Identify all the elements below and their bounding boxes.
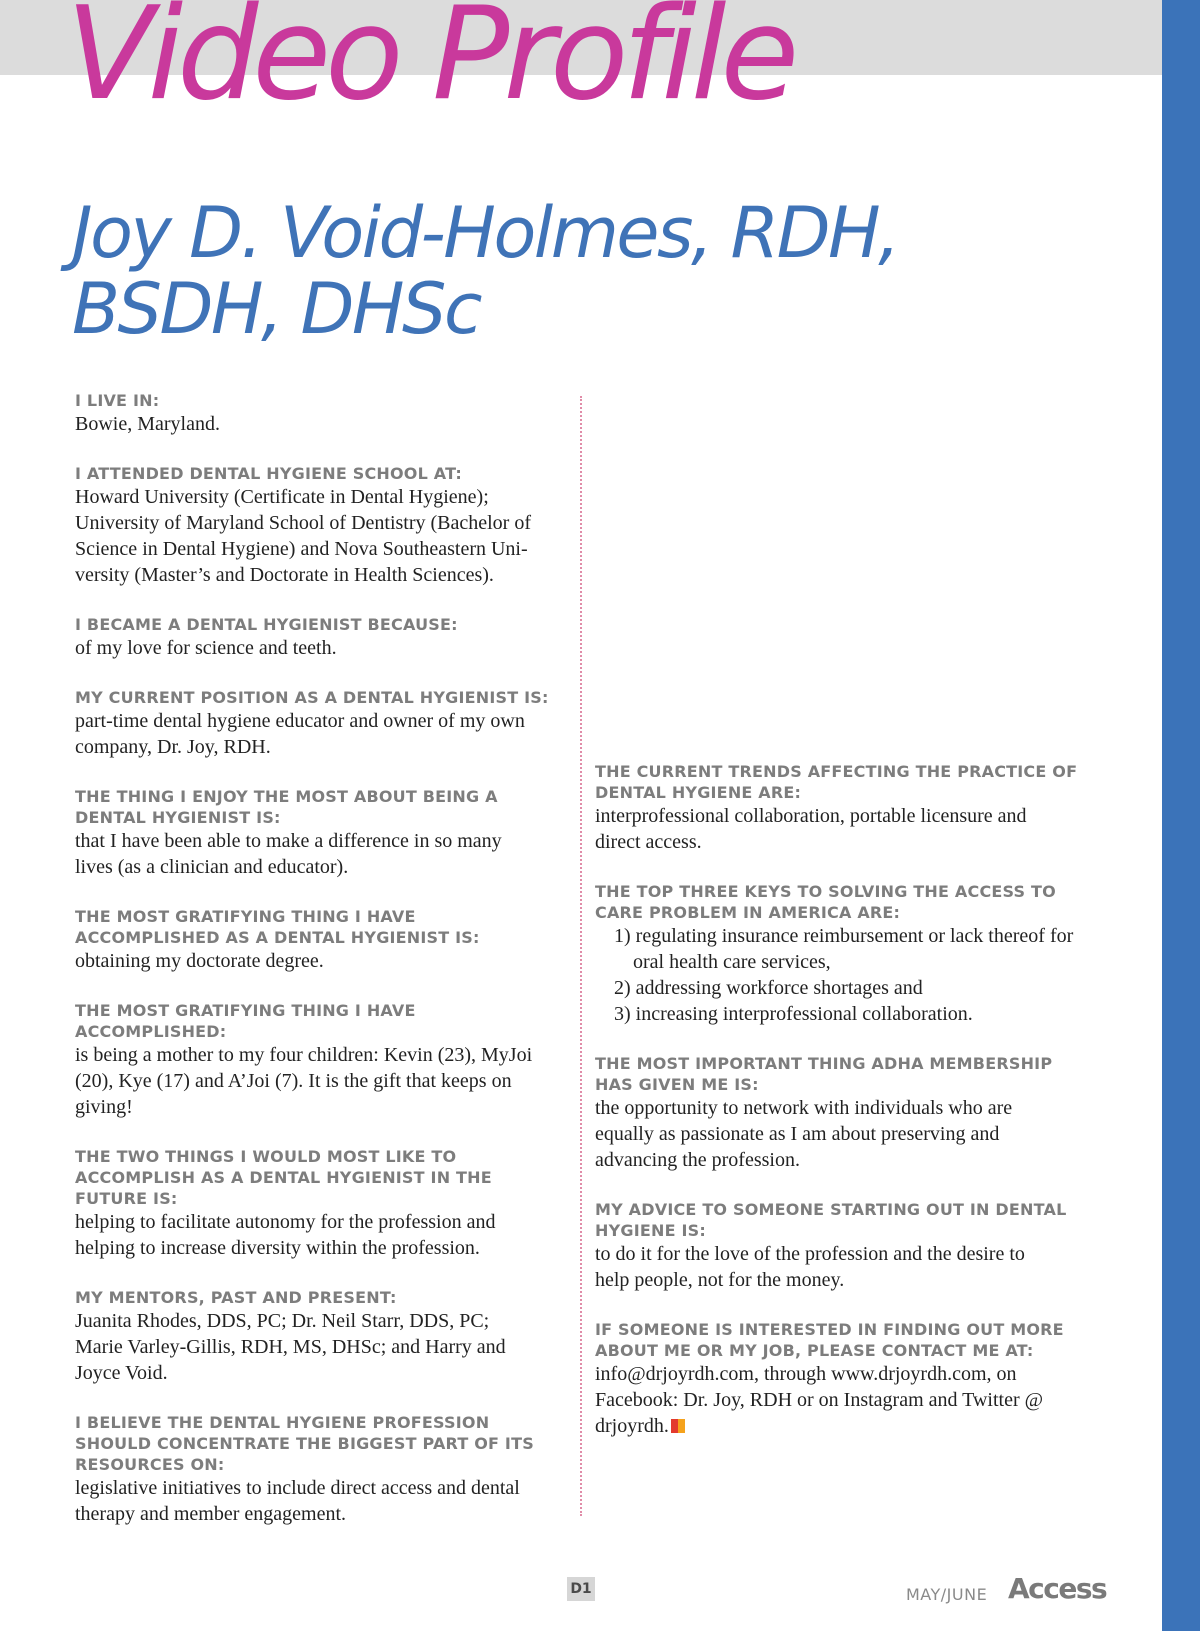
list-item: 3) increasing interprofessional collaboration. — [614, 1003, 973, 1025]
question-label: THE CURRENT TRENDS AFFECTING THE PRACTICE OF DENTAL HYGIENE ARE: — [595, 762, 1078, 802]
qa-resources — [75, 1412, 565, 1527]
contact-answer: info@drjoyrdh.com, through www.drjoyrdh.com, on Facebook: Dr. Joy, RDH or on Instagram and Twitter @ drjoyrdh. — [595, 1363, 1044, 1437]
question-label: I LIVE IN: — [75, 391, 160, 410]
answer-text: Howard University (Certificate in Dental Hygiene); University of Maryland School of Dentistry (Bachelor of Science in Dental Hygiene) and Nova Southeastern Uni- versity (Master’s and Doctorate in Health Sciences). — [75, 486, 532, 586]
answer-text: legislative initiatives to include direct access and dental therapy and member engagement. — [75, 1477, 520, 1525]
answer-text: Juanita Rhodes, DDS, PC; Dr. Neil Starr, DDS, PC; Marie Varley-Gillis, RDH, MS, DHSc; and Harry and Joyce Void. — [75, 1310, 506, 1384]
question-label: THE MOST GRATIFYING THING I HAVE ACCOMPLISHED: — [75, 1001, 416, 1041]
answer-text: helping to facilitate autonomy for the profession and helping to increase diversity within the profession. — [75, 1211, 496, 1259]
page-title: Video Profile — [66, 0, 794, 129]
profile-name-line2: BSDH, DHSc — [72, 268, 480, 350]
question-label: THE TWO THINGS I WOULD MOST LIKE TO ACCOMPLISH AS A DENTAL HYGIENIST IN THE FUTURE IS: — [75, 1147, 492, 1208]
question-label: MY ADVICE TO SOMEONE STARTING OUT IN DENTAL HYGIENE IS: — [595, 1200, 1067, 1240]
profile-name-line1: Joy D. Void-Holmes, RDH, — [72, 192, 898, 274]
profile-name — [72, 192, 898, 350]
qa-school — [75, 463, 565, 588]
answer-text: is being a mother to my four children: Kevin (23), MyJoi (20), Kye (17) and A’Joi (7). It is the gift that keeps on giving! — [75, 1044, 533, 1118]
qa-current-position — [75, 687, 565, 760]
qa-live-in — [75, 390, 565, 437]
answer-text: obtaining my doctorate degree. — [75, 950, 324, 972]
question-label: IF SOMEONE IS INTERESTED IN FINDING OUT MORE ABOUT ME OR MY JOB, PLEASE CONTACT ME AT: — [595, 1320, 1064, 1360]
magazine-brand: Access — [1008, 1572, 1107, 1605]
qa-future-goals — [75, 1146, 565, 1261]
answer-text: that I have been able to make a difference in so many lives (as a clinician and educator). — [75, 830, 502, 878]
answer-text: of my love for science and teeth. — [75, 637, 337, 659]
end-of-article-icon — [671, 1419, 685, 1433]
question-label: MY CURRENT POSITION AS A DENTAL HYGIENIST IS: — [75, 688, 549, 707]
answer-text — [595, 1361, 1095, 1439]
qa-became-hygienist — [75, 614, 565, 661]
side-color-bar — [1162, 0, 1200, 1631]
question-label: MY MENTORS, PAST AND PRESENT: — [75, 1288, 397, 1307]
question-label: I BELIEVE THE DENTAL HYGIENE PROFESSION SHOULD CONCENTRATE THE BIGGEST PART OF ITS RESOURCES ON: — [75, 1413, 534, 1474]
page-number: D1 — [567, 1577, 595, 1601]
answer-text: Bowie, Maryland. — [75, 413, 220, 435]
question-label: THE TOP THREE KEYS TO SOLVING THE ACCESS TO CARE PROBLEM IN AMERICA ARE: — [595, 882, 1056, 922]
qa-mentors — [75, 1287, 565, 1386]
question-label: THE MOST IMPORTANT THING ADHA MEMBERSHIP HAS GIVEN ME IS: — [595, 1054, 1053, 1094]
qa-advice — [595, 1199, 1095, 1293]
list-item: 1) regulating insurance reimbursement or lack thereof for oral health care services, — [614, 925, 1074, 973]
issue-date: MAY/JUNE — [906, 1585, 988, 1604]
answer-text: to do it for the love of the profession and the desire to help people, not for the money. — [595, 1243, 1025, 1291]
left-column — [75, 390, 565, 1553]
answer-text: the opportunity to network with individuals who are equally as passionate as I am about preserving and advancing the profession. — [595, 1097, 1013, 1171]
question-label: THE THING I ENJOY THE MOST ABOUT BEING A DENTAL HYGIENIST IS: — [75, 787, 498, 827]
qa-current-trends — [595, 761, 1095, 855]
qa-gratifying-personal — [75, 1000, 565, 1120]
column-divider — [580, 396, 582, 1516]
answer-text: part-time dental hygiene educator and owner of my own company, Dr. Joy, RDH. — [75, 710, 525, 758]
qa-enjoy-most — [75, 786, 565, 880]
qa-three-keys — [595, 881, 1095, 1027]
qa-membership — [595, 1053, 1095, 1173]
list-item: 2) addressing workforce shortages and — [614, 977, 923, 999]
answer-text: interprofessional collaboration, portable licensure and direct access. — [595, 805, 1027, 853]
qa-gratifying-professional — [75, 906, 565, 974]
right-column — [595, 761, 1095, 1465]
question-label: I BECAME A DENTAL HYGIENIST BECAUSE: — [75, 615, 458, 634]
keys-list — [595, 923, 1095, 1027]
question-label: I ATTENDED DENTAL HYGIENE SCHOOL AT: — [75, 464, 462, 483]
question-label: THE MOST GRATIFYING THING I HAVE ACCOMPLISHED AS A DENTAL HYGIENIST IS: — [75, 907, 480, 947]
qa-contact — [595, 1319, 1095, 1439]
